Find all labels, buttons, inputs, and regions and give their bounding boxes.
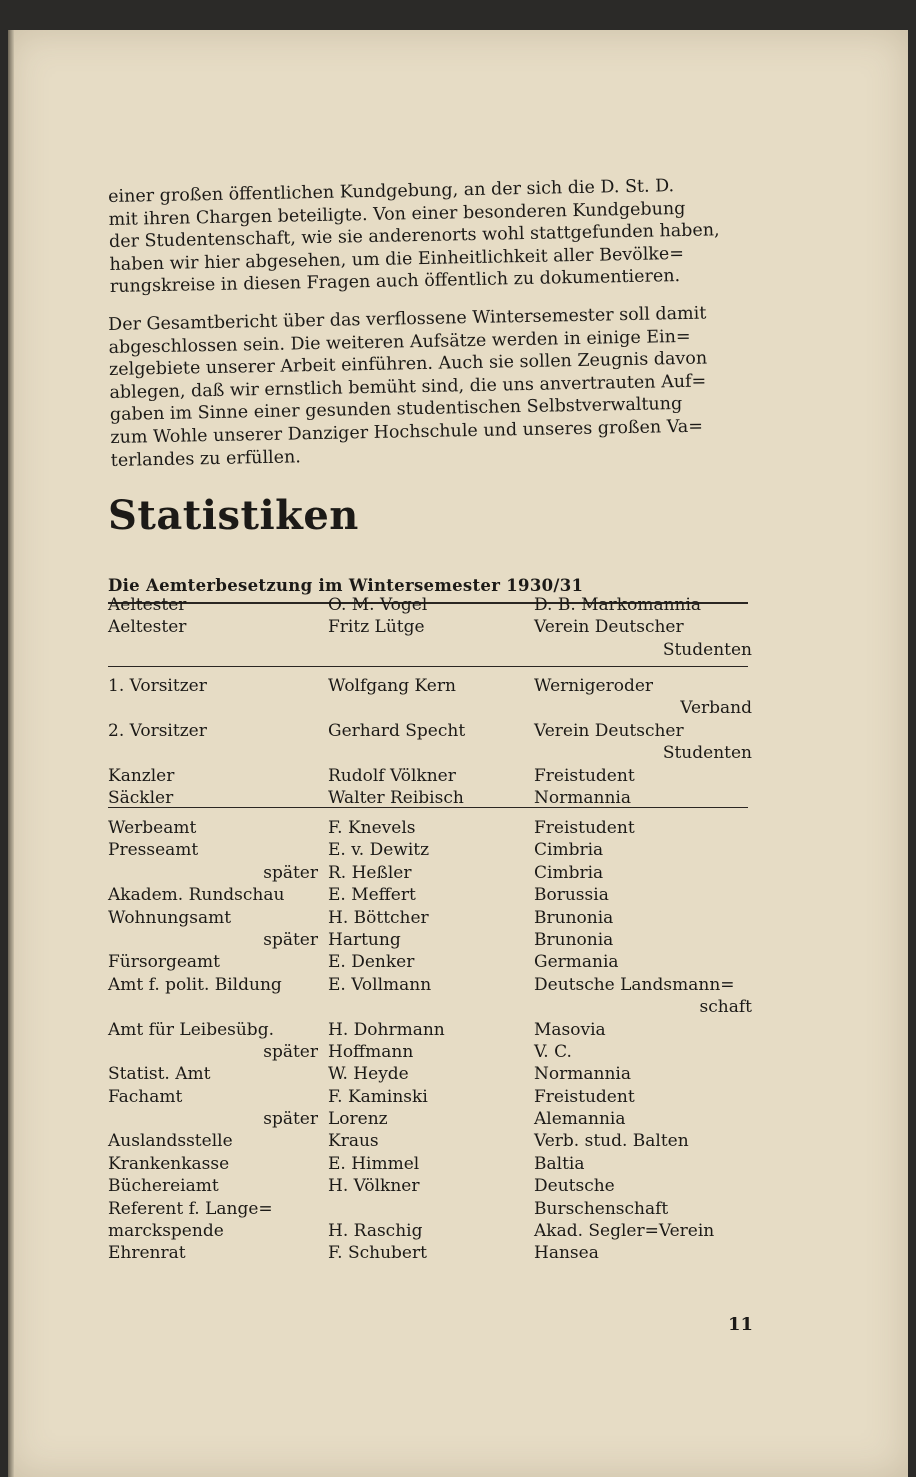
office-row bbox=[108, 1041, 753, 1063]
office-row bbox=[108, 616, 753, 661]
office-title: 2. Vorsitzer bbox=[108, 720, 207, 741]
office-cell bbox=[108, 951, 318, 973]
paragraph-line: ablegen, daß wir ernstlich bemüht sind, die uns anvertrauten Auf= bbox=[109, 371, 707, 403]
paragraph-1 bbox=[108, 174, 721, 299]
office-cell bbox=[108, 839, 318, 861]
holder-name: O. M. Vogel bbox=[328, 595, 428, 615]
organization-cell bbox=[534, 616, 752, 661]
holder-name: E. Himmel bbox=[328, 1153, 420, 1174]
paragraph-line: haben wir hier abgesehen, um die Einheitlichkeit aller Bevölke= bbox=[109, 243, 685, 275]
holder-name: Kraus bbox=[328, 1131, 379, 1152]
paragraph-line: mit ihren Chargen beteiligte. Von einer besonderen Kundgebung bbox=[108, 198, 686, 230]
office-title: Säckler bbox=[108, 787, 174, 808]
office-title: später bbox=[263, 1109, 318, 1130]
offices-group-board bbox=[108, 675, 753, 809]
organization-name-continued: Verband bbox=[680, 698, 752, 719]
office-row bbox=[108, 1063, 753, 1085]
organization-name: Hansea bbox=[534, 1243, 599, 1264]
organization-name: Akad. Segler=Verein bbox=[534, 1221, 715, 1242]
office-cell bbox=[108, 974, 318, 996]
organization-name: Normannia bbox=[534, 1064, 631, 1085]
holder-name: F. Knevels bbox=[328, 818, 416, 838]
organization-cell bbox=[534, 594, 752, 616]
office-cell bbox=[108, 1063, 318, 1085]
office-row bbox=[108, 1198, 753, 1220]
office-row bbox=[108, 817, 753, 839]
holder-name: H. Raschig bbox=[328, 1221, 423, 1242]
office-title: Auslandsstelle bbox=[108, 1131, 233, 1152]
holder-name: Walter Reibisch bbox=[328, 787, 464, 808]
office-title: Werbeamt bbox=[108, 818, 197, 838]
holder-name: Wolfgang Kern bbox=[328, 676, 456, 696]
office-row bbox=[108, 594, 753, 616]
paragraph-line: terlandes zu erfüllen. bbox=[110, 446, 302, 471]
office-row bbox=[108, 951, 753, 973]
office-row bbox=[108, 907, 753, 929]
organization-name: Freistudent bbox=[534, 765, 635, 786]
office-cell bbox=[108, 720, 318, 742]
office-cell bbox=[108, 765, 318, 787]
office-row bbox=[108, 1086, 753, 1108]
organization-name: Germania bbox=[534, 952, 619, 973]
organization-name: Deutsche Burschenschaft bbox=[534, 1176, 669, 1219]
organization-name: Cimbria bbox=[534, 840, 604, 861]
office-cell bbox=[108, 1220, 318, 1242]
organization-cell bbox=[534, 884, 752, 906]
holder-name: E. Denker bbox=[328, 952, 415, 973]
office-row bbox=[108, 1220, 753, 1242]
organization-name-continued: Studenten bbox=[662, 639, 752, 660]
paragraph-line: einer großen öffentlichen Kundgebung, an der sich die D. St. D. bbox=[108, 176, 675, 207]
organization-name: Verein Deutscher bbox=[534, 720, 684, 741]
office-title: Amt f. polit. Bildung bbox=[108, 974, 282, 995]
holder-name: Rudolf Völkner bbox=[328, 765, 456, 786]
office-row bbox=[108, 675, 753, 720]
office-title: Fürsorgeamt bbox=[108, 952, 220, 973]
paragraph-line: zum Wohle unserer Danziger Hochschule und unseres großen Va= bbox=[110, 416, 704, 448]
organization-name: Verb. stud. Balten bbox=[534, 1131, 689, 1152]
office-row bbox=[108, 720, 753, 765]
offices-group-departments bbox=[108, 817, 753, 1265]
paragraph-line: abgeschlossen sein. Die weiteren Aufsätze werden in einige Ein= bbox=[108, 326, 691, 358]
office-row bbox=[108, 884, 753, 906]
organization-name: Borussia bbox=[534, 885, 609, 906]
organization-name: Normannia bbox=[534, 787, 631, 808]
organization-name: Deutsche Landsmann= bbox=[534, 974, 735, 995]
page-content-frame bbox=[8, 30, 908, 1477]
organization-name: Brunonia bbox=[534, 929, 614, 950]
office-title: Ehrenrat bbox=[108, 1243, 186, 1264]
organization-name: Brunonia bbox=[534, 907, 614, 928]
holder-name: W. Heyde bbox=[328, 1064, 409, 1085]
organization-cell bbox=[534, 907, 752, 929]
office-cell bbox=[108, 907, 318, 929]
section-heading: Statistiken bbox=[108, 492, 359, 539]
organization-cell bbox=[534, 765, 752, 787]
organization-cell bbox=[534, 1130, 752, 1152]
office-cell bbox=[108, 1175, 318, 1197]
organization-cell bbox=[534, 817, 752, 839]
office-cell bbox=[108, 594, 318, 616]
paragraph-2 bbox=[108, 303, 709, 473]
office-title: später bbox=[263, 929, 318, 950]
holder-name: H. Böttcher bbox=[328, 907, 429, 928]
office-cell bbox=[108, 1153, 318, 1175]
office-cell bbox=[108, 884, 318, 906]
office-title: Statist. Amt bbox=[108, 1064, 211, 1085]
office-title: Krankenkasse bbox=[108, 1153, 230, 1174]
office-title: später bbox=[263, 1041, 318, 1062]
office-row bbox=[108, 1130, 753, 1152]
paragraph-line: zelgebiete unserer Arbeit einführen. Auch sie sollen Zeugnis davon bbox=[108, 348, 708, 381]
holder-name: H. Dohrmann bbox=[328, 1019, 445, 1040]
organization-cell bbox=[534, 1153, 752, 1175]
office-cell bbox=[108, 1130, 318, 1152]
office-row bbox=[108, 1108, 753, 1130]
office-row bbox=[108, 974, 753, 1019]
organization-cell bbox=[534, 1220, 752, 1242]
office-title: 1. Vorsitzer bbox=[108, 676, 207, 696]
organization-name: Masovia bbox=[534, 1019, 606, 1040]
holder-name: Gerhard Specht bbox=[328, 720, 466, 741]
organization-name: Cimbria bbox=[534, 862, 604, 883]
holder-name: R. Heßler bbox=[328, 862, 412, 883]
organization-name-continued: Studenten bbox=[662, 743, 752, 764]
office-cell bbox=[108, 817, 318, 839]
organization-cell bbox=[534, 675, 752, 720]
office-cell bbox=[108, 1019, 318, 1041]
office-cell bbox=[108, 1086, 318, 1108]
office-row bbox=[108, 1019, 753, 1041]
organization-cell bbox=[534, 862, 752, 884]
holder-name: Hoffmann bbox=[328, 1041, 414, 1062]
holder-name: Fritz Lütge bbox=[328, 617, 425, 638]
office-row bbox=[108, 839, 753, 861]
organization-cell bbox=[534, 974, 752, 1019]
organization-name: Freistudent bbox=[534, 818, 635, 838]
office-cell bbox=[108, 1242, 318, 1264]
office-cell bbox=[108, 616, 318, 638]
office-title: Presseamt bbox=[108, 840, 199, 861]
organization-cell bbox=[534, 1086, 752, 1108]
office-row bbox=[108, 862, 753, 884]
organization-cell bbox=[534, 1108, 752, 1130]
organization-name: V. C. bbox=[534, 1041, 572, 1062]
group-divider bbox=[108, 807, 748, 808]
organization-name: Verein Deutscher bbox=[534, 617, 684, 638]
office-title: Aeltester bbox=[108, 595, 187, 615]
holder-name: F. Schubert bbox=[328, 1243, 427, 1264]
paragraph-line: der Studentenschaft, wie sie anderenorts wohl stattgefunden haben, bbox=[108, 220, 720, 253]
office-title: Aeltester bbox=[108, 617, 187, 638]
organization-name: Wernigeroder bbox=[534, 676, 654, 696]
organization-cell bbox=[534, 839, 752, 861]
office-title: Referent f. Lange= bbox=[108, 1198, 273, 1219]
organization-name: Alemannia bbox=[534, 1109, 626, 1130]
paragraph-line: rungskreise in diesen Fragen auch öffentlich zu dokumentieren. bbox=[109, 266, 681, 298]
office-title: marckspende bbox=[108, 1221, 224, 1242]
page-number: 11 bbox=[728, 1314, 754, 1335]
holder-name: F. Kaminski bbox=[328, 1086, 428, 1107]
holder-name: E. Vollmann bbox=[328, 974, 432, 995]
office-title: Amt für Leibesübg. bbox=[108, 1019, 274, 1040]
organization-cell bbox=[534, 720, 752, 765]
holder-name: E. v. Dewitz bbox=[328, 840, 430, 861]
holder-name: H. Völkner bbox=[328, 1176, 420, 1197]
organization-cell bbox=[534, 929, 752, 951]
office-title: Akadem. Rundschau bbox=[108, 885, 285, 906]
organization-name: D. B. Markomannia bbox=[534, 595, 702, 615]
paragraph-line: Der Gesamtbericht über das verflossene Wintersemester soll damit bbox=[108, 303, 707, 335]
organization-name: Baltia bbox=[534, 1153, 585, 1174]
holder-name: E. Meffert bbox=[328, 885, 416, 906]
organization-cell bbox=[534, 1041, 752, 1063]
organization-cell bbox=[534, 1242, 752, 1264]
organization-name-continued: schaft bbox=[699, 997, 752, 1018]
office-title: Kanzler bbox=[108, 765, 175, 786]
office-title: Büchereiamt bbox=[108, 1176, 219, 1197]
paragraph-line: gaben im Sinne einer gesunden studentischen Selbstverwaltung bbox=[109, 394, 683, 426]
group-divider bbox=[108, 666, 748, 667]
office-title: später bbox=[263, 862, 318, 883]
offices-group-elders bbox=[108, 594, 753, 661]
office-row bbox=[108, 765, 753, 787]
organization-cell bbox=[534, 1063, 752, 1085]
office-row bbox=[108, 1153, 753, 1175]
holder-name: Lorenz bbox=[328, 1109, 388, 1130]
organization-cell bbox=[534, 951, 752, 973]
office-row bbox=[108, 929, 753, 951]
office-cell bbox=[108, 675, 318, 697]
organization-name: Freistudent bbox=[534, 1086, 635, 1107]
office-cell bbox=[108, 1198, 318, 1220]
organization-cell bbox=[534, 1019, 752, 1041]
holder-name: Hartung bbox=[328, 929, 401, 950]
office-title: Fachamt bbox=[108, 1086, 183, 1107]
office-title: Wohnungsamt bbox=[108, 907, 232, 928]
office-row bbox=[108, 1242, 753, 1264]
table-caption: Die Aemterbesetzung im Wintersemester 1930/31 bbox=[108, 576, 584, 595]
